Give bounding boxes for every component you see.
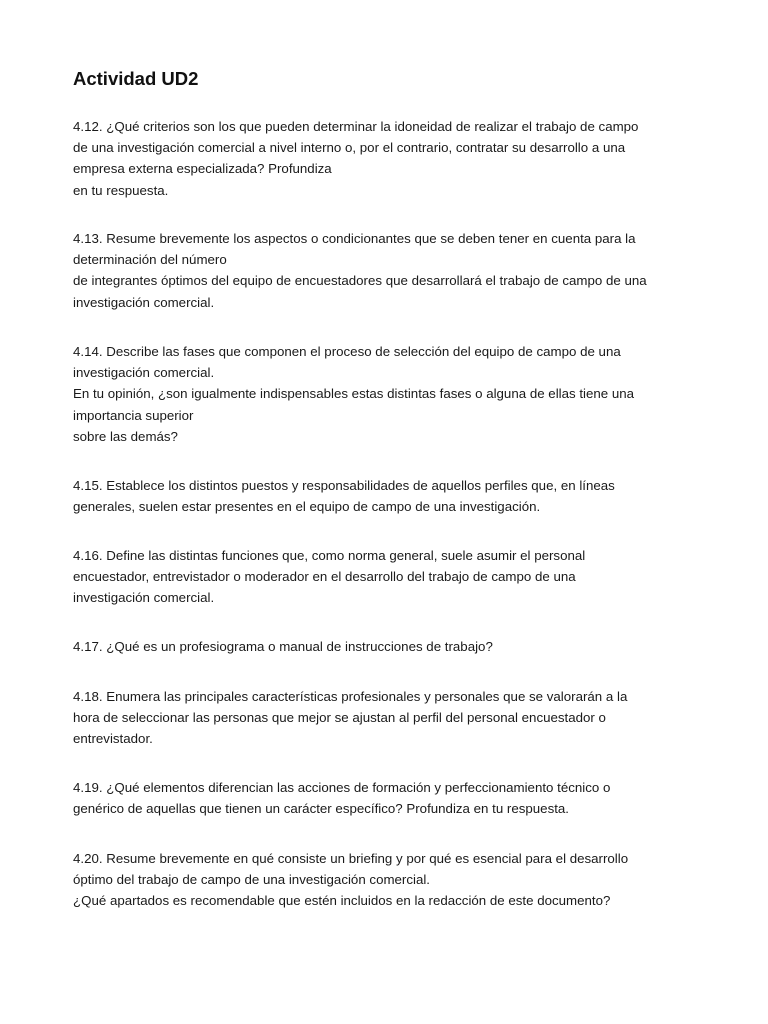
question-line: empresa externa especializada? Profundiza [73, 161, 332, 177]
question-line: generales, suelen estar presentes en el equipo de campo de una investigación. [73, 499, 541, 515]
question-4-14 [73, 341, 713, 447]
question-line: investigación comercial. [73, 590, 215, 606]
question-line: ¿Qué apartados es recomendable que estén incluidos en la redacción de este documento? [73, 893, 611, 909]
question-line: en tu respuesta. [73, 182, 169, 198]
question-4-15 [73, 475, 713, 517]
question-4-19 [73, 777, 713, 819]
question-line: 4.14. Describe las fases que componen el proceso de selección del equipo de campo de una [73, 344, 621, 359]
question-line: 4.17. ¿Qué es un profesiograma o manual de instrucciones de trabajo? [73, 639, 493, 654]
question-line: 4.12. ¿Qué criterios son los que pueden determinar la idoneidad de realizar el trabajo de campo [73, 119, 639, 134]
question-line: 4.19. ¿Qué elementos diferencian las acciones de formación y perfeccionamiento técnico o [73, 780, 611, 795]
question-4-13 [73, 228, 713, 313]
question-line: 4.18. Enumera las principales características profesionales y personales que se valorarán a la [73, 689, 628, 704]
question-line: 4.20. Resume brevemente en qué consiste un briefing y por qué es esencial para el desarrollo [73, 851, 629, 866]
question-4-16 [73, 545, 713, 609]
question-4-18 [73, 686, 713, 750]
question-line: importancia superior [73, 407, 194, 423]
question-line: de una investigación comercial a nivel interno o, por el contrario, contratar su desarrollo a una [73, 140, 626, 156]
question-line: sobre las demás? [73, 428, 178, 444]
question-line: investigación comercial. [73, 365, 215, 381]
question-line: 4.16. Define las distintas funciones que, como norma general, suele asumir el personal [73, 548, 586, 563]
question-4-17 [73, 636, 713, 657]
document-title: Actividad UD2 [73, 68, 199, 89]
question-line: investigación comercial. [73, 294, 215, 310]
question-line: de integrantes óptimos del equipo de encuestadores que desarrollará el trabajo de campo de una [73, 273, 647, 289]
question-line: genérico de aquellas que tienen un carácter específico? Profundiza en tu respuesta. [73, 801, 570, 817]
question-4-20 [73, 848, 713, 912]
question-line: encuestador, entrevistador o moderador en el desarrollo del trabajo de campo de una [73, 569, 576, 585]
question-line: hora de seleccionar las personas que mejor se ajustan al perfil del personal encuestador o [73, 710, 606, 726]
question-line: 4.15. Establece los distintos puestos y responsabilidades de aquellos perfiles que, en líneas [73, 478, 615, 493]
question-line: 4.13. Resume brevemente los aspectos o condicionantes que se deben tener en cuenta para la [73, 231, 636, 246]
question-4-12 [73, 116, 713, 201]
question-line: En tu opinión, ¿son igualmente indispensables estas distintas fases o alguna de ellas tiene una [73, 386, 635, 402]
question-line: óptimo del trabajo de campo de una investigación comercial. [73, 872, 431, 888]
question-line: entrevistador. [73, 731, 153, 747]
question-line: determinación del número [73, 252, 227, 268]
